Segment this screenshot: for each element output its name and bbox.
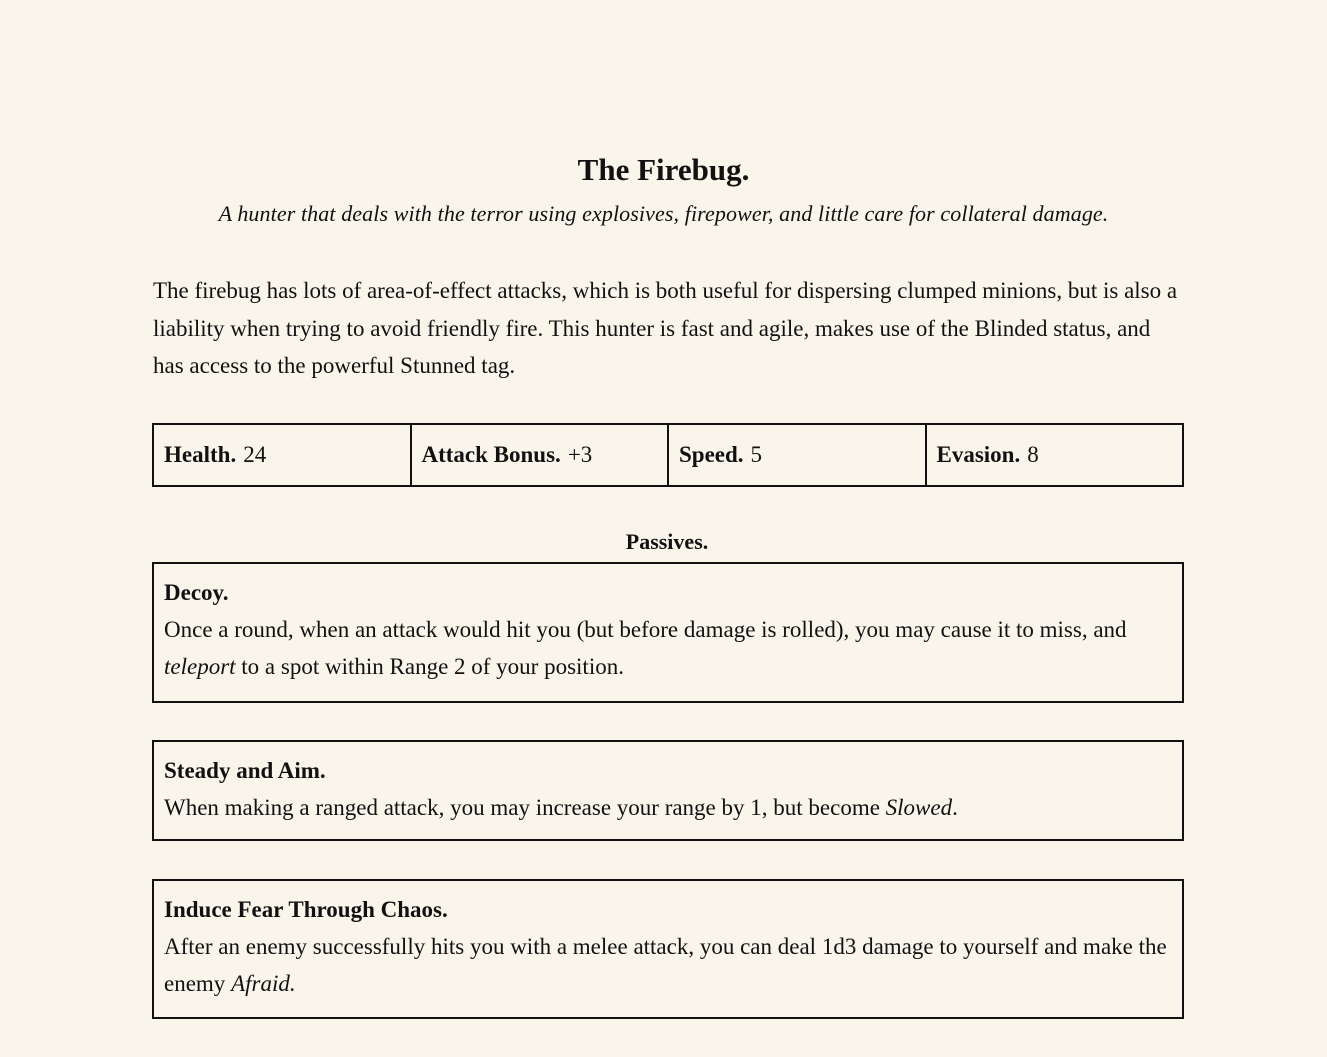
stat-label: Health.: [164, 442, 237, 467]
stat-health: [154, 425, 410, 485]
page-subtitle: A hunter that deals with the terror using explosives, firepower, and little care for collateral damage.: [218, 201, 1109, 226]
passive-name: Decoy.: [164, 580, 229, 605]
stat-speed: [667, 425, 925, 485]
stat-value: 8: [1027, 442, 1039, 467]
page-title: The Firebug.: [577, 152, 750, 187]
passive-name: Steady and Aim.: [164, 758, 326, 783]
stats-table: [152, 423, 1184, 487]
stat-label: Evasion.: [936, 442, 1021, 467]
stat-value: +3: [567, 442, 593, 467]
passive-description: When making a ranged attack, you may increase your range by 1, but become Slowed.: [164, 795, 958, 820]
stat-value: 24: [243, 442, 267, 467]
stat-value: 5: [750, 442, 763, 467]
intro-paragraph: The firebug has lots of area-of-effect attacks, which is both useful for dispersing clumped minions, but is also a liability when trying to avoid friendly fire. This hunter is fast and agile, makes use of the Blinded status, and has access to the powerful Stunned tag.: [153, 278, 1178, 378]
passive-decoy: [152, 562, 1184, 703]
passive-name: Induce Fear Through Chaos.: [164, 897, 448, 922]
stat-attack-bonus: [410, 425, 668, 485]
stat-label: Attack Bonus.: [421, 442, 561, 467]
passive-description: Once a round, when an attack would hit you (but before damage is rolled), you may cause it to miss, and teleport to a spot within Range 2 of your position.: [164, 617, 1127, 679]
passives-heading: Passives.: [625, 529, 709, 554]
stat-label: Speed.: [679, 442, 744, 467]
passive-description: After an enemy successfully hits you with a melee attack, you can deal 1d3 damage to yourself and make the enemy Afraid.: [164, 934, 1167, 996]
stat-evasion: [925, 425, 1183, 485]
passive-induce-fear: [152, 879, 1184, 1019]
passive-steady-and-aim: [152, 740, 1184, 841]
